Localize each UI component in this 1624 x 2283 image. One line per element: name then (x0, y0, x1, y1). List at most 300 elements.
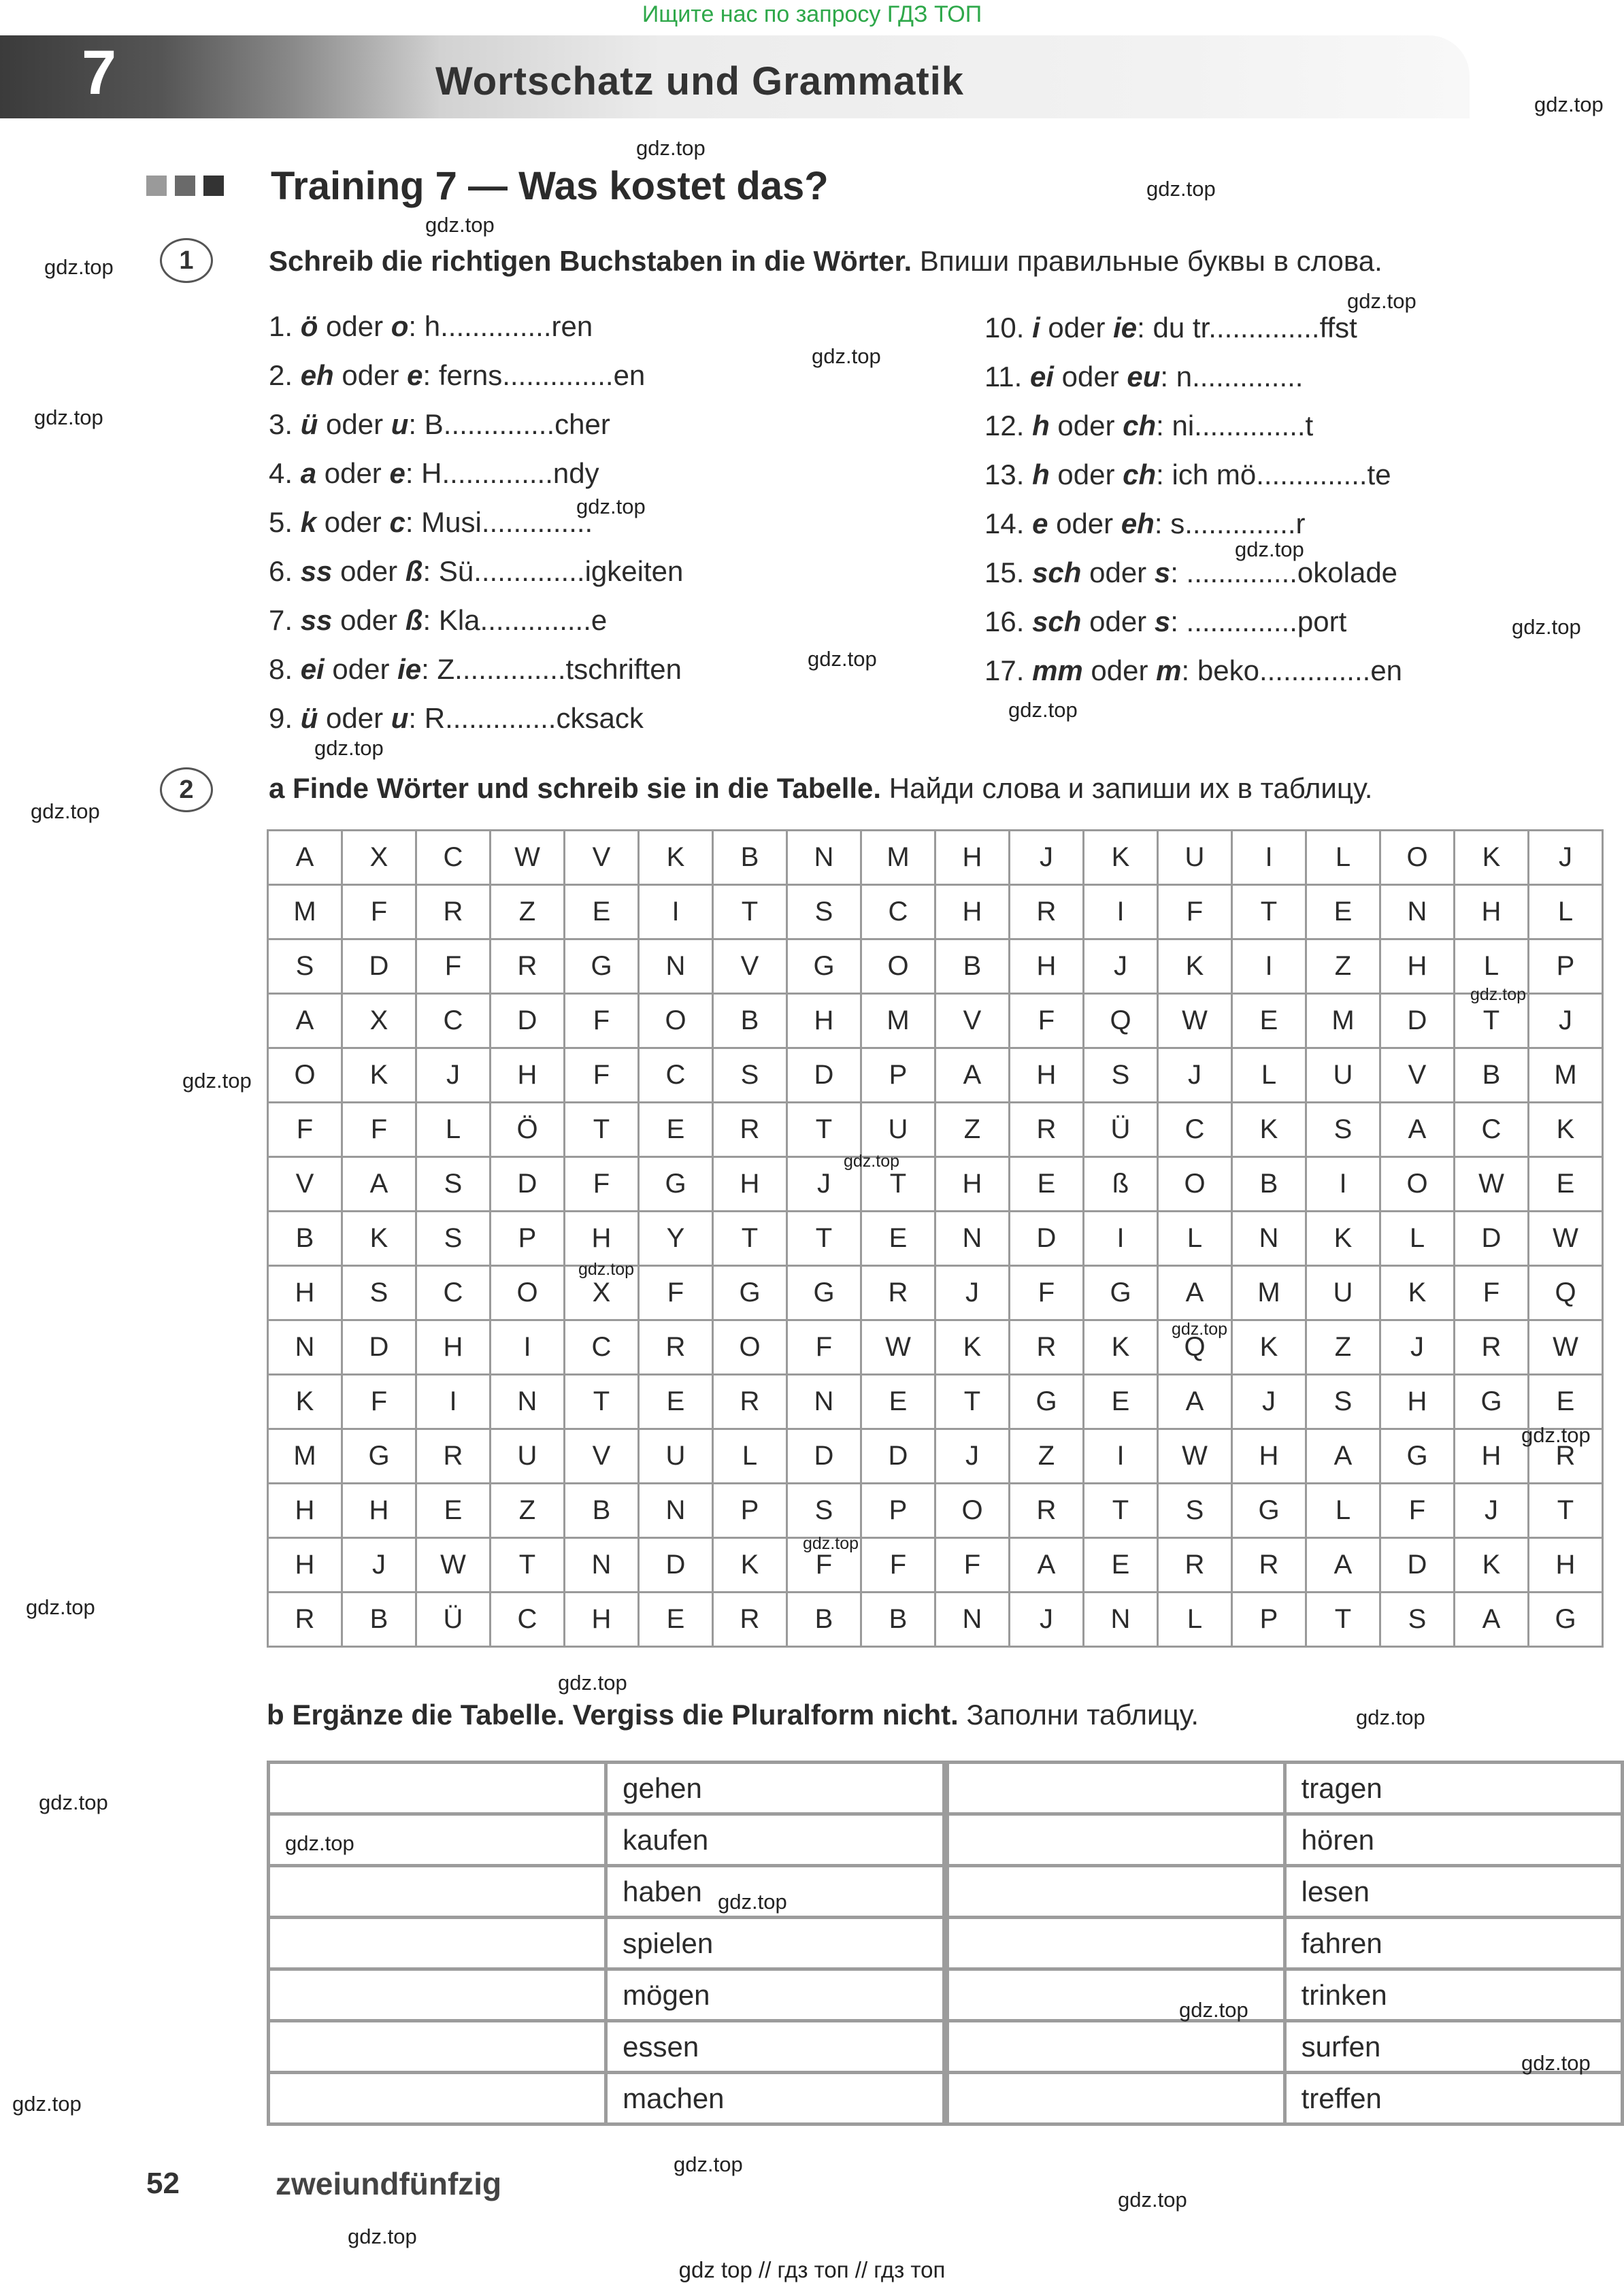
grid-letter[interactable]: E (416, 1484, 491, 1538)
grid-letter[interactable]: G (565, 939, 639, 994)
grid-letter[interactable]: E (861, 1375, 935, 1429)
grid-letter[interactable]: B (713, 831, 787, 885)
grid-letter[interactable]: V (713, 939, 787, 994)
grid-letter[interactable]: M (861, 994, 935, 1048)
answer-cell[interactable] (947, 1866, 1285, 1918)
grid-letter[interactable]: R (861, 1266, 935, 1320)
grid-letter[interactable]: H (565, 1593, 639, 1647)
grid-letter[interactable]: L (1455, 939, 1529, 994)
grid-letter[interactable]: F (342, 885, 416, 939)
grid-letter[interactable]: Z (935, 1103, 1010, 1157)
grid-letter[interactable]: C (491, 1593, 565, 1647)
grid-letter[interactable]: O (861, 939, 935, 994)
grid-letter[interactable]: I (1232, 939, 1306, 994)
grid-letter[interactable]: V (565, 831, 639, 885)
grid-letter[interactable]: C (416, 994, 491, 1048)
grid-letter[interactable]: T (713, 885, 787, 939)
grid-letter[interactable]: F (787, 1320, 861, 1375)
grid-letter[interactable]: D (1380, 994, 1455, 1048)
grid-letter[interactable]: G (639, 1157, 713, 1212)
grid-letter[interactable]: S (1084, 1048, 1158, 1103)
grid-letter[interactable]: Z (1306, 1320, 1380, 1375)
grid-letter[interactable]: A (1306, 1538, 1380, 1593)
grid-letter[interactable]: E (1084, 1538, 1158, 1593)
grid-letter[interactable]: W (861, 1320, 935, 1375)
answer-cell[interactable] (947, 1814, 1285, 1866)
grid-letter[interactable]: P (861, 1048, 935, 1103)
grid-letter[interactable]: B (713, 994, 787, 1048)
grid-letter[interactable]: V (268, 1157, 342, 1212)
gap-word[interactable]: H..............ndy (421, 457, 599, 489)
grid-letter[interactable]: T (935, 1375, 1010, 1429)
grid-letter[interactable]: I (639, 885, 713, 939)
grid-letter[interactable]: J (1158, 1048, 1232, 1103)
grid-letter[interactable]: F (268, 1103, 342, 1157)
grid-letter[interactable]: U (1158, 831, 1232, 885)
grid-letter[interactable]: A (1158, 1266, 1232, 1320)
grid-letter[interactable]: D (342, 1320, 416, 1375)
grid-letter[interactable]: G (1084, 1266, 1158, 1320)
grid-letter[interactable]: S (268, 939, 342, 994)
grid-letter[interactable]: R (1529, 1429, 1603, 1484)
grid-letter[interactable]: K (1306, 1212, 1380, 1266)
grid-letter[interactable]: F (565, 1048, 639, 1103)
grid-letter[interactable]: Q (1084, 994, 1158, 1048)
grid-letter[interactable]: H (1380, 939, 1455, 994)
grid-letter[interactable]: L (1232, 1048, 1306, 1103)
grid-letter[interactable]: O (1380, 1157, 1455, 1212)
grid-letter[interactable]: N (1380, 885, 1455, 939)
gap-word[interactable]: du tr..............ffst (1153, 312, 1357, 344)
grid-letter[interactable]: R (491, 939, 565, 994)
grid-letter[interactable]: N (935, 1212, 1010, 1266)
grid-letter[interactable]: H (565, 1212, 639, 1266)
grid-letter[interactable]: P (713, 1484, 787, 1538)
grid-letter[interactable]: T (1232, 885, 1306, 939)
grid-letter[interactable]: W (416, 1538, 491, 1593)
grid-letter[interactable]: N (1084, 1593, 1158, 1647)
grid-letter[interactable]: R (1010, 885, 1084, 939)
gap-word[interactable]: ..............okolade (1186, 556, 1398, 588)
grid-letter[interactable]: I (1084, 1212, 1158, 1266)
grid-letter[interactable]: T (713, 1212, 787, 1266)
grid-letter[interactable]: O (639, 994, 713, 1048)
grid-letter[interactable]: L (1158, 1593, 1232, 1647)
grid-letter[interactable]: H (935, 831, 1010, 885)
grid-letter[interactable]: A (1306, 1429, 1380, 1484)
grid-letter[interactable]: Ü (1084, 1103, 1158, 1157)
grid-letter[interactable]: R (416, 1429, 491, 1484)
grid-letter[interactable]: T (787, 1212, 861, 1266)
answer-cell[interactable] (947, 1763, 1285, 1814)
grid-letter[interactable]: E (639, 1103, 713, 1157)
grid-letter[interactable]: T (565, 1375, 639, 1429)
grid-letter[interactable]: M (268, 1429, 342, 1484)
grid-letter[interactable]: R (1010, 1103, 1084, 1157)
grid-letter[interactable]: L (1380, 1212, 1455, 1266)
grid-letter[interactable]: D (787, 1429, 861, 1484)
top-note[interactable]: Ищите нас по запросу ГДЗ ТОП (642, 1, 982, 27)
grid-letter[interactable]: G (787, 939, 861, 994)
grid-letter[interactable]: O (935, 1484, 1010, 1538)
grid-letter[interactable]: S (1306, 1375, 1380, 1429)
grid-letter[interactable]: U (1306, 1048, 1380, 1103)
grid-letter[interactable]: T (1084, 1484, 1158, 1538)
grid-letter[interactable]: C (416, 831, 491, 885)
grid-letter[interactable]: S (416, 1157, 491, 1212)
grid-letter[interactable]: R (1010, 1320, 1084, 1375)
grid-letter[interactable]: J (1010, 831, 1084, 885)
gap-word[interactable]: ni..............t (1172, 410, 1314, 441)
grid-letter[interactable]: T (1455, 994, 1529, 1048)
grid-letter[interactable]: E (1232, 994, 1306, 1048)
grid-letter[interactable]: S (787, 1484, 861, 1538)
grid-letter[interactable]: X (342, 831, 416, 885)
grid-letter[interactable]: W (1529, 1212, 1603, 1266)
grid-letter[interactable]: E (639, 1375, 713, 1429)
grid-letter[interactable]: D (1455, 1212, 1529, 1266)
grid-letter[interactable]: S (416, 1212, 491, 1266)
grid-letter[interactable]: L (1306, 1484, 1380, 1538)
grid-letter[interactable]: D (1380, 1538, 1455, 1593)
grid-letter[interactable]: F (935, 1538, 1010, 1593)
grid-letter[interactable]: R (416, 885, 491, 939)
grid-letter[interactable]: T (787, 1103, 861, 1157)
grid-letter[interactable]: C (1158, 1103, 1232, 1157)
grid-letter[interactable]: W (1455, 1157, 1529, 1212)
grid-letter[interactable]: J (787, 1157, 861, 1212)
answer-cell[interactable] (269, 1918, 606, 1969)
grid-letter[interactable]: O (1158, 1157, 1232, 1212)
grid-letter[interactable]: U (491, 1429, 565, 1484)
grid-letter[interactable]: K (1084, 1320, 1158, 1375)
grid-letter[interactable]: G (787, 1266, 861, 1320)
grid-letter[interactable]: G (1380, 1429, 1455, 1484)
grid-letter[interactable]: E (1306, 885, 1380, 939)
grid-letter[interactable]: A (1380, 1103, 1455, 1157)
grid-letter[interactable]: O (713, 1320, 787, 1375)
grid-letter[interactable]: R (268, 1593, 342, 1647)
grid-letter[interactable]: C (416, 1266, 491, 1320)
grid-letter[interactable]: U (1306, 1266, 1380, 1320)
grid-letter[interactable]: B (935, 939, 1010, 994)
grid-letter[interactable]: J (1380, 1320, 1455, 1375)
grid-letter[interactable]: K (268, 1375, 342, 1429)
grid-letter[interactable]: G (342, 1429, 416, 1484)
grid-letter[interactable]: K (342, 1048, 416, 1103)
answer-cell[interactable] (269, 2073, 606, 2124)
grid-letter[interactable]: J (416, 1048, 491, 1103)
grid-letter[interactable]: Ö (491, 1103, 565, 1157)
bottom-note[interactable]: gdz top // гдз топ // гдз топ (678, 2257, 946, 2282)
grid-letter[interactable]: K (1380, 1266, 1455, 1320)
grid-letter[interactable]: D (1010, 1212, 1084, 1266)
grid-letter[interactable]: ß (1084, 1157, 1158, 1212)
grid-letter[interactable]: A (935, 1048, 1010, 1103)
grid-letter[interactable]: N (1232, 1212, 1306, 1266)
grid-letter[interactable]: A (342, 1157, 416, 1212)
grid-letter[interactable]: R (713, 1593, 787, 1647)
grid-letter[interactable]: Z (491, 885, 565, 939)
grid-letter[interactable]: F (1380, 1484, 1455, 1538)
grid-letter[interactable]: H (1529, 1538, 1603, 1593)
grid-letter[interactable]: A (1455, 1593, 1529, 1647)
grid-letter[interactable]: N (639, 1484, 713, 1538)
grid-letter[interactable]: J (1455, 1484, 1529, 1538)
grid-letter[interactable]: A (1010, 1538, 1084, 1593)
grid-letter[interactable]: U (639, 1429, 713, 1484)
grid-letter[interactable]: H (268, 1538, 342, 1593)
grid-letter[interactable]: L (1529, 885, 1603, 939)
grid-letter[interactable]: L (1306, 831, 1380, 885)
grid-letter[interactable]: R (1010, 1484, 1084, 1538)
grid-letter[interactable]: T (491, 1538, 565, 1593)
grid-letter[interactable]: Ü (416, 1593, 491, 1647)
answer-cell[interactable] (269, 1969, 606, 2021)
grid-letter[interactable]: S (1380, 1593, 1455, 1647)
grid-letter[interactable]: G (1232, 1484, 1306, 1538)
grid-letter[interactable]: X (342, 994, 416, 1048)
grid-letter[interactable]: K (935, 1320, 1010, 1375)
grid-letter[interactable]: G (1455, 1375, 1529, 1429)
grid-letter[interactable]: J (342, 1538, 416, 1593)
grid-letter[interactable]: F (342, 1103, 416, 1157)
grid-letter[interactable]: R (1232, 1538, 1306, 1593)
grid-letter[interactable]: K (1232, 1320, 1306, 1375)
grid-letter[interactable]: M (861, 831, 935, 885)
grid-letter[interactable]: C (861, 885, 935, 939)
grid-letter[interactable]: U (861, 1103, 935, 1157)
grid-letter[interactable]: I (1232, 831, 1306, 885)
grid-letter[interactable]: S (713, 1048, 787, 1103)
grid-letter[interactable]: J (1084, 939, 1158, 994)
grid-letter[interactable]: H (1232, 1429, 1306, 1484)
grid-letter[interactable]: H (787, 994, 861, 1048)
grid-letter[interactable]: N (491, 1375, 565, 1429)
answer-cell[interactable] (947, 2073, 1285, 2124)
grid-letter[interactable]: A (268, 994, 342, 1048)
grid-letter[interactable]: H (491, 1048, 565, 1103)
grid-letter[interactable]: N (787, 831, 861, 885)
answer-cell[interactable] (269, 1866, 606, 1918)
grid-letter[interactable]: P (1529, 939, 1603, 994)
grid-letter[interactable]: F (342, 1375, 416, 1429)
grid-letter[interactable]: I (1084, 1429, 1158, 1484)
grid-letter[interactable]: F (861, 1538, 935, 1593)
grid-letter[interactable]: R (1455, 1320, 1529, 1375)
answer-cell[interactable] (269, 2021, 606, 2073)
gap-word[interactable]: Sü..............igkeiten (438, 555, 684, 587)
grid-letter[interactable]: K (1455, 1538, 1529, 1593)
grid-letter[interactable]: C (639, 1048, 713, 1103)
grid-letter[interactable]: L (713, 1429, 787, 1484)
grid-letter[interactable]: K (713, 1538, 787, 1593)
grid-letter[interactable]: T (1306, 1593, 1380, 1647)
gap-word[interactable]: ..............port (1186, 605, 1347, 637)
grid-letter[interactable]: O (491, 1266, 565, 1320)
gap-word[interactable]: Kla..............e (438, 604, 608, 636)
grid-letter[interactable]: N (268, 1320, 342, 1375)
grid-letter[interactable]: P (1232, 1593, 1306, 1647)
grid-letter[interactable]: N (787, 1375, 861, 1429)
grid-letter[interactable]: V (1380, 1048, 1455, 1103)
grid-letter[interactable]: D (639, 1538, 713, 1593)
grid-letter[interactable]: S (1306, 1103, 1380, 1157)
grid-letter[interactable]: K (1158, 939, 1232, 994)
grid-letter[interactable]: T (861, 1157, 935, 1212)
grid-letter[interactable]: H (1455, 885, 1529, 939)
grid-letter[interactable]: Z (1306, 939, 1380, 994)
grid-letter[interactable]: N (639, 939, 713, 994)
grid-letter[interactable]: B (787, 1593, 861, 1647)
grid-letter[interactable]: H (935, 885, 1010, 939)
grid-letter[interactable]: B (861, 1593, 935, 1647)
grid-letter[interactable]: B (1455, 1048, 1529, 1103)
grid-letter[interactable]: R (713, 1103, 787, 1157)
grid-letter[interactable]: K (1529, 1103, 1603, 1157)
grid-letter[interactable]: H (268, 1484, 342, 1538)
grid-letter[interactable]: M (1232, 1266, 1306, 1320)
grid-letter[interactable]: L (1158, 1212, 1232, 1266)
grid-letter[interactable]: K (1084, 831, 1158, 885)
grid-letter[interactable]: D (342, 939, 416, 994)
grid-letter[interactable]: B (342, 1593, 416, 1647)
grid-letter[interactable]: H (1455, 1429, 1529, 1484)
grid-letter[interactable]: A (1158, 1375, 1232, 1429)
grid-letter[interactable]: F (416, 939, 491, 994)
answer-cell[interactable] (947, 1918, 1285, 1969)
grid-letter[interactable]: E (1529, 1157, 1603, 1212)
grid-letter[interactable]: I (491, 1320, 565, 1375)
grid-letter[interactable]: Q (1158, 1320, 1232, 1375)
gap-word[interactable]: n.............. (1176, 361, 1304, 393)
grid-letter[interactable]: F (1455, 1266, 1529, 1320)
grid-letter[interactable]: B (268, 1212, 342, 1266)
grid-letter[interactable]: D (491, 1157, 565, 1212)
grid-letter[interactable]: J (1010, 1593, 1084, 1647)
gap-word[interactable]: h..............ren (424, 310, 593, 342)
grid-letter[interactable]: E (1010, 1157, 1084, 1212)
grid-letter[interactable]: F (1010, 994, 1084, 1048)
grid-letter[interactable]: D (491, 994, 565, 1048)
grid-letter[interactable]: H (1010, 1048, 1084, 1103)
grid-letter[interactable]: S (1158, 1484, 1232, 1538)
gap-word[interactable]: beko..............en (1197, 654, 1403, 686)
grid-letter[interactable]: Z (491, 1484, 565, 1538)
grid-letter[interactable]: C (565, 1320, 639, 1375)
grid-letter[interactable]: V (565, 1429, 639, 1484)
grid-letter[interactable]: Q (1529, 1266, 1603, 1320)
grid-letter[interactable]: K (1232, 1103, 1306, 1157)
gap-word[interactable]: B..............cher (424, 408, 610, 440)
grid-letter[interactable]: E (861, 1212, 935, 1266)
grid-letter[interactable]: M (1306, 994, 1380, 1048)
grid-letter[interactable]: R (639, 1320, 713, 1375)
grid-letter[interactable]: I (1084, 885, 1158, 939)
grid-letter[interactable]: W (1158, 994, 1232, 1048)
grid-letter[interactable]: H (1380, 1375, 1455, 1429)
grid-letter[interactable]: J (935, 1429, 1010, 1484)
grid-letter[interactable]: I (416, 1375, 491, 1429)
grid-letter[interactable]: W (1158, 1429, 1232, 1484)
grid-letter[interactable]: H (416, 1320, 491, 1375)
grid-letter[interactable]: H (713, 1157, 787, 1212)
grid-letter[interactable]: P (491, 1212, 565, 1266)
grid-letter[interactable]: M (268, 885, 342, 939)
grid-letter[interactable]: D (861, 1429, 935, 1484)
gap-word[interactable]: ich mö..............te (1172, 459, 1391, 490)
grid-letter[interactable]: F (565, 1157, 639, 1212)
grid-letter[interactable]: K (639, 831, 713, 885)
grid-letter[interactable]: W (1529, 1320, 1603, 1375)
grid-letter[interactable]: X (565, 1266, 639, 1320)
grid-letter[interactable]: L (416, 1103, 491, 1157)
grid-letter[interactable]: T (1529, 1484, 1603, 1538)
grid-letter[interactable]: G (1010, 1375, 1084, 1429)
grid-letter[interactable]: H (935, 1157, 1010, 1212)
grid-letter[interactable]: E (565, 885, 639, 939)
grid-letter[interactable]: R (713, 1375, 787, 1429)
gap-word[interactable]: Musi.............. (421, 506, 593, 538)
grid-letter[interactable]: J (1529, 831, 1603, 885)
grid-letter[interactable]: O (268, 1048, 342, 1103)
grid-letter[interactable]: M (1529, 1048, 1603, 1103)
grid-letter[interactable]: E (639, 1593, 713, 1647)
grid-letter[interactable]: E (1084, 1375, 1158, 1429)
grid-letter[interactable]: Y (639, 1212, 713, 1266)
grid-letter[interactable]: S (787, 885, 861, 939)
grid-letter[interactable]: J (1232, 1375, 1306, 1429)
grid-letter[interactable]: F (787, 1538, 861, 1593)
grid-letter[interactable]: T (565, 1103, 639, 1157)
grid-letter[interactable]: F (1158, 885, 1232, 939)
grid-letter[interactable]: N (565, 1538, 639, 1593)
grid-letter[interactable]: V (935, 994, 1010, 1048)
answer-cell[interactable] (947, 2021, 1285, 2073)
grid-letter[interactable]: S (342, 1266, 416, 1320)
grid-letter[interactable]: C (1455, 1103, 1529, 1157)
grid-letter[interactable]: I (1306, 1157, 1380, 1212)
gap-word[interactable]: R..............cksack (424, 702, 644, 734)
grid-letter[interactable]: H (342, 1484, 416, 1538)
grid-letter[interactable]: R (1158, 1538, 1232, 1593)
grid-letter[interactable]: F (1010, 1266, 1084, 1320)
grid-letter[interactable]: K (1455, 831, 1529, 885)
grid-letter[interactable]: D (787, 1048, 861, 1103)
grid-letter[interactable]: A (268, 831, 342, 885)
grid-letter[interactable]: B (565, 1484, 639, 1538)
grid-letter[interactable]: F (639, 1266, 713, 1320)
gap-word[interactable]: Z..............tschriften (437, 653, 682, 685)
grid-letter[interactable]: J (935, 1266, 1010, 1320)
grid-letter[interactable]: N (935, 1593, 1010, 1647)
grid-letter[interactable]: K (342, 1212, 416, 1266)
grid-letter[interactable]: P (861, 1484, 935, 1538)
grid-letter[interactable]: F (565, 994, 639, 1048)
grid-letter[interactable]: W (491, 831, 565, 885)
grid-letter[interactable]: G (713, 1266, 787, 1320)
answer-cell[interactable] (269, 1763, 606, 1814)
grid-letter[interactable]: O (1380, 831, 1455, 885)
grid-letter[interactable]: E (1529, 1375, 1603, 1429)
grid-letter[interactable]: B (1232, 1157, 1306, 1212)
gap-word[interactable]: s..............r (1170, 507, 1306, 539)
grid-letter[interactable]: H (268, 1266, 342, 1320)
gap-word[interactable]: ferns..............en (438, 359, 646, 391)
grid-letter[interactable]: Z (1010, 1429, 1084, 1484)
grid-letter[interactable]: J (1529, 994, 1603, 1048)
grid-letter[interactable]: H (1010, 939, 1084, 994)
